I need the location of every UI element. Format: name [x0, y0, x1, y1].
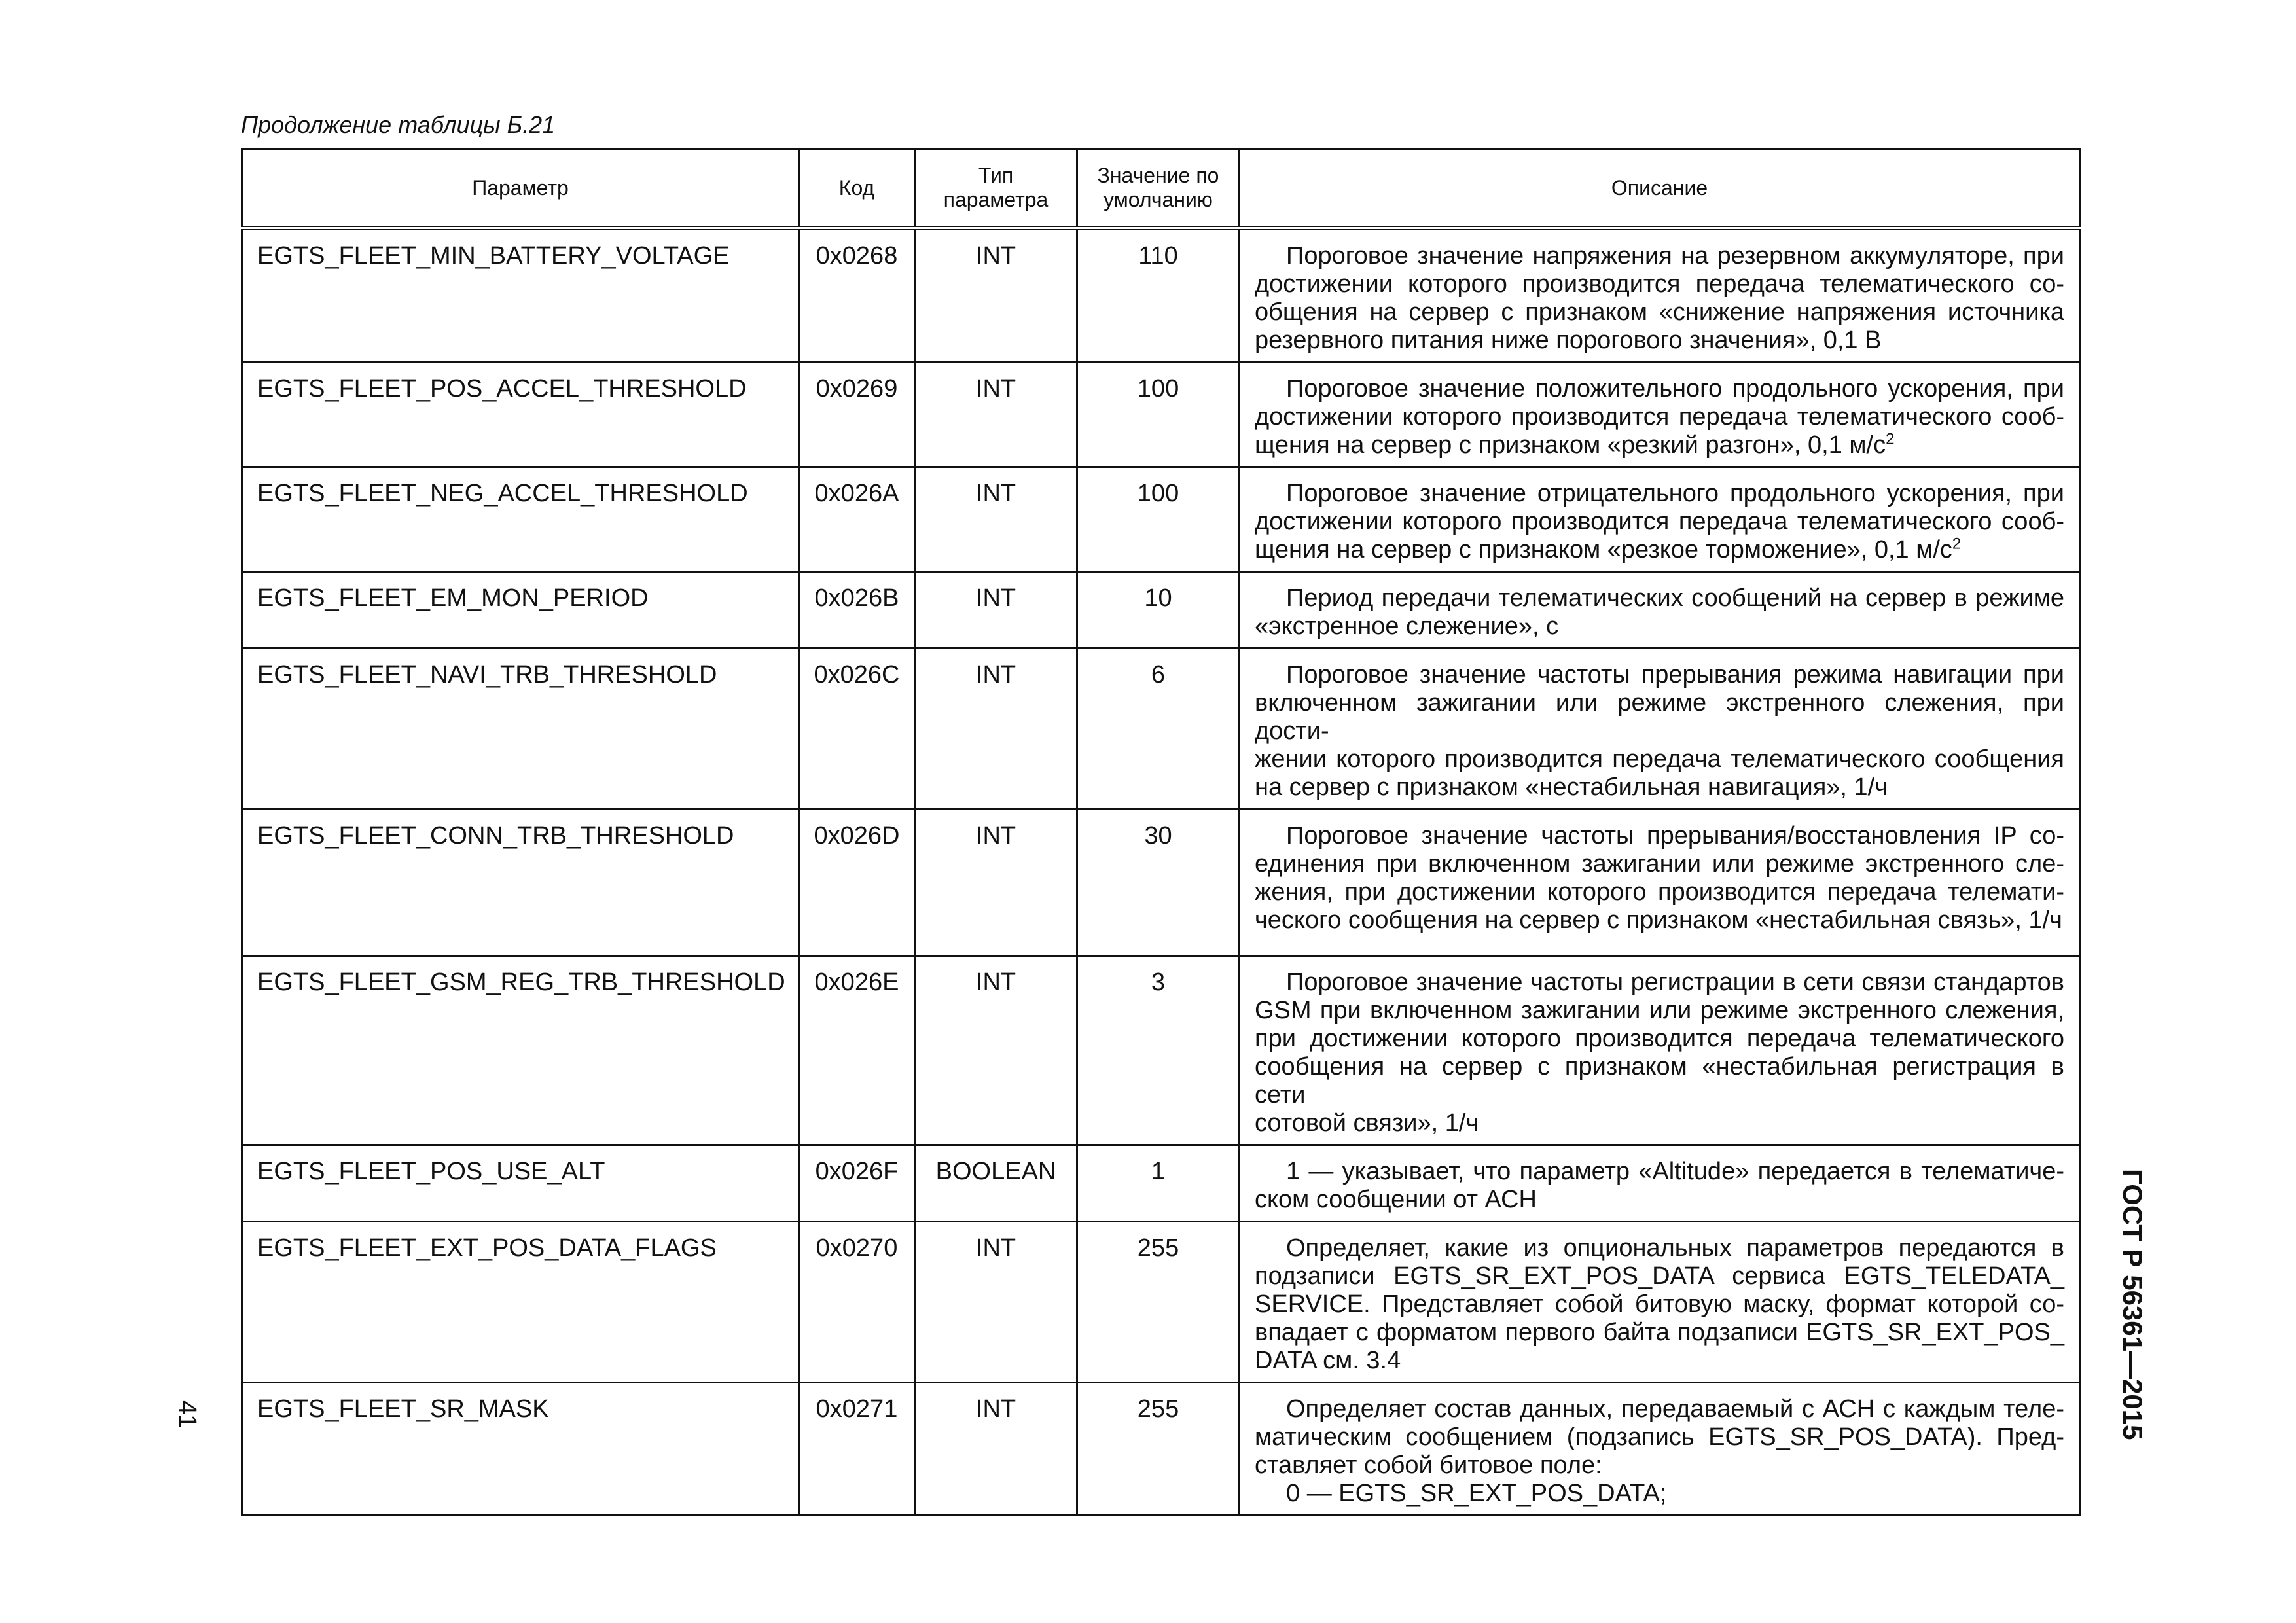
cell-code: 0x026A — [799, 467, 915, 572]
header-type — [915, 149, 1077, 228]
cell-desc — [1240, 572, 2080, 649]
cell-default: 10 — [1077, 572, 1240, 649]
cell-default: 110 — [1077, 228, 1240, 363]
cell-type: INT — [915, 810, 1077, 956]
cell-param: EGTS_FLEET_MIN_BATTERY_VOLTAGE — [242, 228, 799, 363]
header-default — [1077, 149, 1240, 228]
desc-line: сообщения на сервер с признаком «нестабильная регистрация в сети — [1255, 1053, 2064, 1109]
desc-line: сотовой связи», 1/ч — [1255, 1109, 1479, 1137]
table-row — [242, 1222, 2080, 1383]
desc-line: Пороговое значение частоты прерывания режима навигации при — [1286, 661, 2064, 688]
cell-code: 0x026B — [799, 572, 915, 649]
cell-type: INT — [915, 363, 1077, 467]
cell-param: EGTS_FLEET_POS_ACCEL_THRESHOLD — [242, 363, 799, 467]
cell-desc — [1240, 1383, 2080, 1516]
cell-param: EGTS_FLEET_CONN_TRB_THRESHOLD — [242, 810, 799, 956]
document-standard-title: ГОСТ Р 56361—2015 — [2117, 1169, 2148, 1440]
desc-text: щения на сервер с признаком «резкое торможение», 0,1 м/с — [1255, 536, 1952, 563]
table-row — [242, 467, 2080, 572]
desc-line: впадает с форматом первого байта подзаписи EGTS_SR_EXT_POS_ — [1255, 1319, 2064, 1346]
cell-default: 255 — [1077, 1383, 1240, 1516]
cell-code: 0x026C — [799, 649, 915, 810]
cell-default: 3 — [1077, 956, 1240, 1145]
desc-line: жении которого производится передача телематического сообщения — [1255, 745, 2064, 773]
desc-line: включенном зажигании или режиме экстренного слежения, при дости- — [1255, 689, 2064, 745]
page-number: 41 — [173, 1400, 201, 1429]
cell-type: INT — [915, 228, 1077, 363]
desc-line: матическим сообщением (подзапись EGTS_SR_POS_DATA). Пред- — [1255, 1423, 2064, 1451]
cell-default: 30 — [1077, 810, 1240, 956]
cell-desc — [1240, 1222, 2080, 1383]
cell-type: INT — [915, 649, 1077, 810]
desc-line: Пороговое значение частоты прерывания/восстановления IP со- — [1286, 822, 2064, 849]
desc-line: SERVICE. Представляет собой битовую маску, формат которой со- — [1255, 1291, 2064, 1318]
cell-param: EGTS_FLEET_EXT_POS_DATA_FLAGS — [242, 1222, 799, 1383]
cell-type: INT — [915, 1383, 1077, 1516]
cell-type: INT — [915, 1222, 1077, 1383]
cell-desc — [1240, 649, 2080, 810]
header-type-line2: параметра — [943, 188, 1049, 211]
header-default-line2: умолчанию — [1103, 188, 1213, 211]
cell-param: EGTS_FLEET_NEG_ACCEL_THRESHOLD — [242, 467, 799, 572]
cell-code: 0x0268 — [799, 228, 915, 363]
table-row — [242, 956, 2080, 1145]
desc-line: Пороговое значение положительного продольного ускорения, при — [1286, 375, 2064, 402]
superscript: 2 — [1952, 535, 1962, 553]
cell-code: 0x026F — [799, 1145, 915, 1222]
cell-code: 0x026D — [799, 810, 915, 956]
desc-line: ставляет собой битовое поле: — [1255, 1452, 1602, 1479]
superscript: 2 — [1886, 430, 1895, 448]
cell-param: EGTS_FLEET_POS_USE_ALT — [242, 1145, 799, 1222]
desc-line: 0 — EGTS_SR_EXT_POS_DATA; — [1286, 1480, 1667, 1507]
table-row — [242, 1383, 2080, 1516]
table-row — [242, 1145, 2080, 1222]
desc-line: Определяет состав данных, передаваемый с АСН с каждым теле- — [1286, 1395, 2064, 1423]
table-body — [242, 228, 2080, 1516]
desc-line: ском сообщении от АСН — [1255, 1186, 1537, 1213]
table-row — [242, 363, 2080, 467]
desc-line: Определяет, какие из опциональных параметров передаются в — [1286, 1234, 2064, 1262]
table-row — [242, 572, 2080, 649]
desc-line: Пороговое значение отрицательного продольного ускорения, при — [1286, 480, 2064, 507]
desc-line: Период передачи телематических сообщений на сервер в режиме — [1286, 584, 2064, 612]
cell-default: 1 — [1077, 1145, 1240, 1222]
cell-param: EGTS_FLEET_NAVI_TRB_THRESHOLD — [242, 649, 799, 810]
cell-desc — [1240, 810, 2080, 956]
cell-desc — [1240, 956, 2080, 1145]
desc-line: DATA см. 3.4 — [1255, 1347, 1401, 1374]
header-default-line1: Значение по — [1097, 164, 1219, 187]
desc-line: на сервер с признаком «нестабильная навигация», 1/ч — [1255, 774, 1888, 801]
desc-line — [1255, 536, 2064, 564]
desc-line: при достижении которого производится передача телематического — [1255, 1025, 2064, 1052]
desc-line: резервного питания ниже порогового значения», 0,1 В — [1255, 327, 1882, 354]
cell-code: 0x0270 — [799, 1222, 915, 1383]
desc-line: единения при включенном зажигании или режиме экстренного сле- — [1255, 850, 2064, 878]
header-code: Код — [799, 149, 915, 228]
desc-line: жения, при достижении которого производится передача телемати- — [1255, 878, 2064, 906]
table-caption: Продолжение таблицы Б.21 — [241, 111, 556, 138]
cell-default: 100 — [1077, 467, 1240, 572]
desc-line: Пороговое значение напряжения на резервном аккумуляторе, при — [1286, 242, 2064, 270]
table-row — [242, 649, 2080, 810]
desc-line: достижении которого производится передача телематического со- — [1255, 270, 2064, 298]
header-desc: Описание — [1240, 149, 2080, 228]
cell-param: EGTS_FLEET_GSM_REG_TRB_THRESHOLD — [242, 956, 799, 1145]
header-type-line1: Тип — [978, 164, 1014, 187]
header-param: Параметр — [242, 149, 799, 228]
desc-line: ческого сообщения на сервер с признаком «нестабильная связь», 1/ч — [1255, 906, 2062, 934]
cell-code: 0x0269 — [799, 363, 915, 467]
cell-default: 100 — [1077, 363, 1240, 467]
parameters-table — [241, 148, 2081, 1516]
desc-line — [1255, 431, 2064, 459]
table-row — [242, 810, 2080, 956]
cell-param: EGTS_FLEET_SR_MASK — [242, 1383, 799, 1516]
cell-code: 0x026E — [799, 956, 915, 1145]
table-row — [242, 228, 2080, 363]
desc-line: достижении которого производится передача телематического сооб- — [1255, 403, 2064, 431]
cell-desc — [1240, 363, 2080, 467]
cell-param: EGTS_FLEET_EM_MON_PERIOD — [242, 572, 799, 649]
cell-type: INT — [915, 467, 1077, 572]
desc-line: Пороговое значение частоты регистрации в сети связи стандартов — [1286, 969, 2064, 996]
cell-default: 6 — [1077, 649, 1240, 810]
cell-type: INT — [915, 956, 1077, 1145]
cell-type: BOOLEAN — [915, 1145, 1077, 1222]
desc-line: 1 — указывает, что параметр «Altitude» передается в телематиче- — [1286, 1158, 2064, 1185]
table-header-row — [242, 149, 2080, 228]
cell-code: 0x0271 — [799, 1383, 915, 1516]
cell-desc — [1240, 467, 2080, 572]
cell-desc — [1240, 228, 2080, 363]
desc-line: «экстренное слежение», с — [1255, 613, 1559, 640]
desc-text: щения на сервер с признаком «резкий разгон», 0,1 м/с — [1255, 431, 1886, 459]
cell-type: INT — [915, 572, 1077, 649]
cell-default: 255 — [1077, 1222, 1240, 1383]
desc-line: общения на сервер с признаком «снижение напряжения источника — [1255, 298, 2064, 326]
desc-line: достижении которого производится передача телематического сооб- — [1255, 508, 2064, 535]
desc-line: GSM при включенном зажигании или режиме экстренного слежения, — [1255, 997, 2064, 1024]
desc-line: подзаписи EGTS_SR_EXT_POS_DATA сервиса EGTS_TELEDATA_ — [1255, 1262, 2064, 1290]
cell-desc — [1240, 1145, 2080, 1222]
